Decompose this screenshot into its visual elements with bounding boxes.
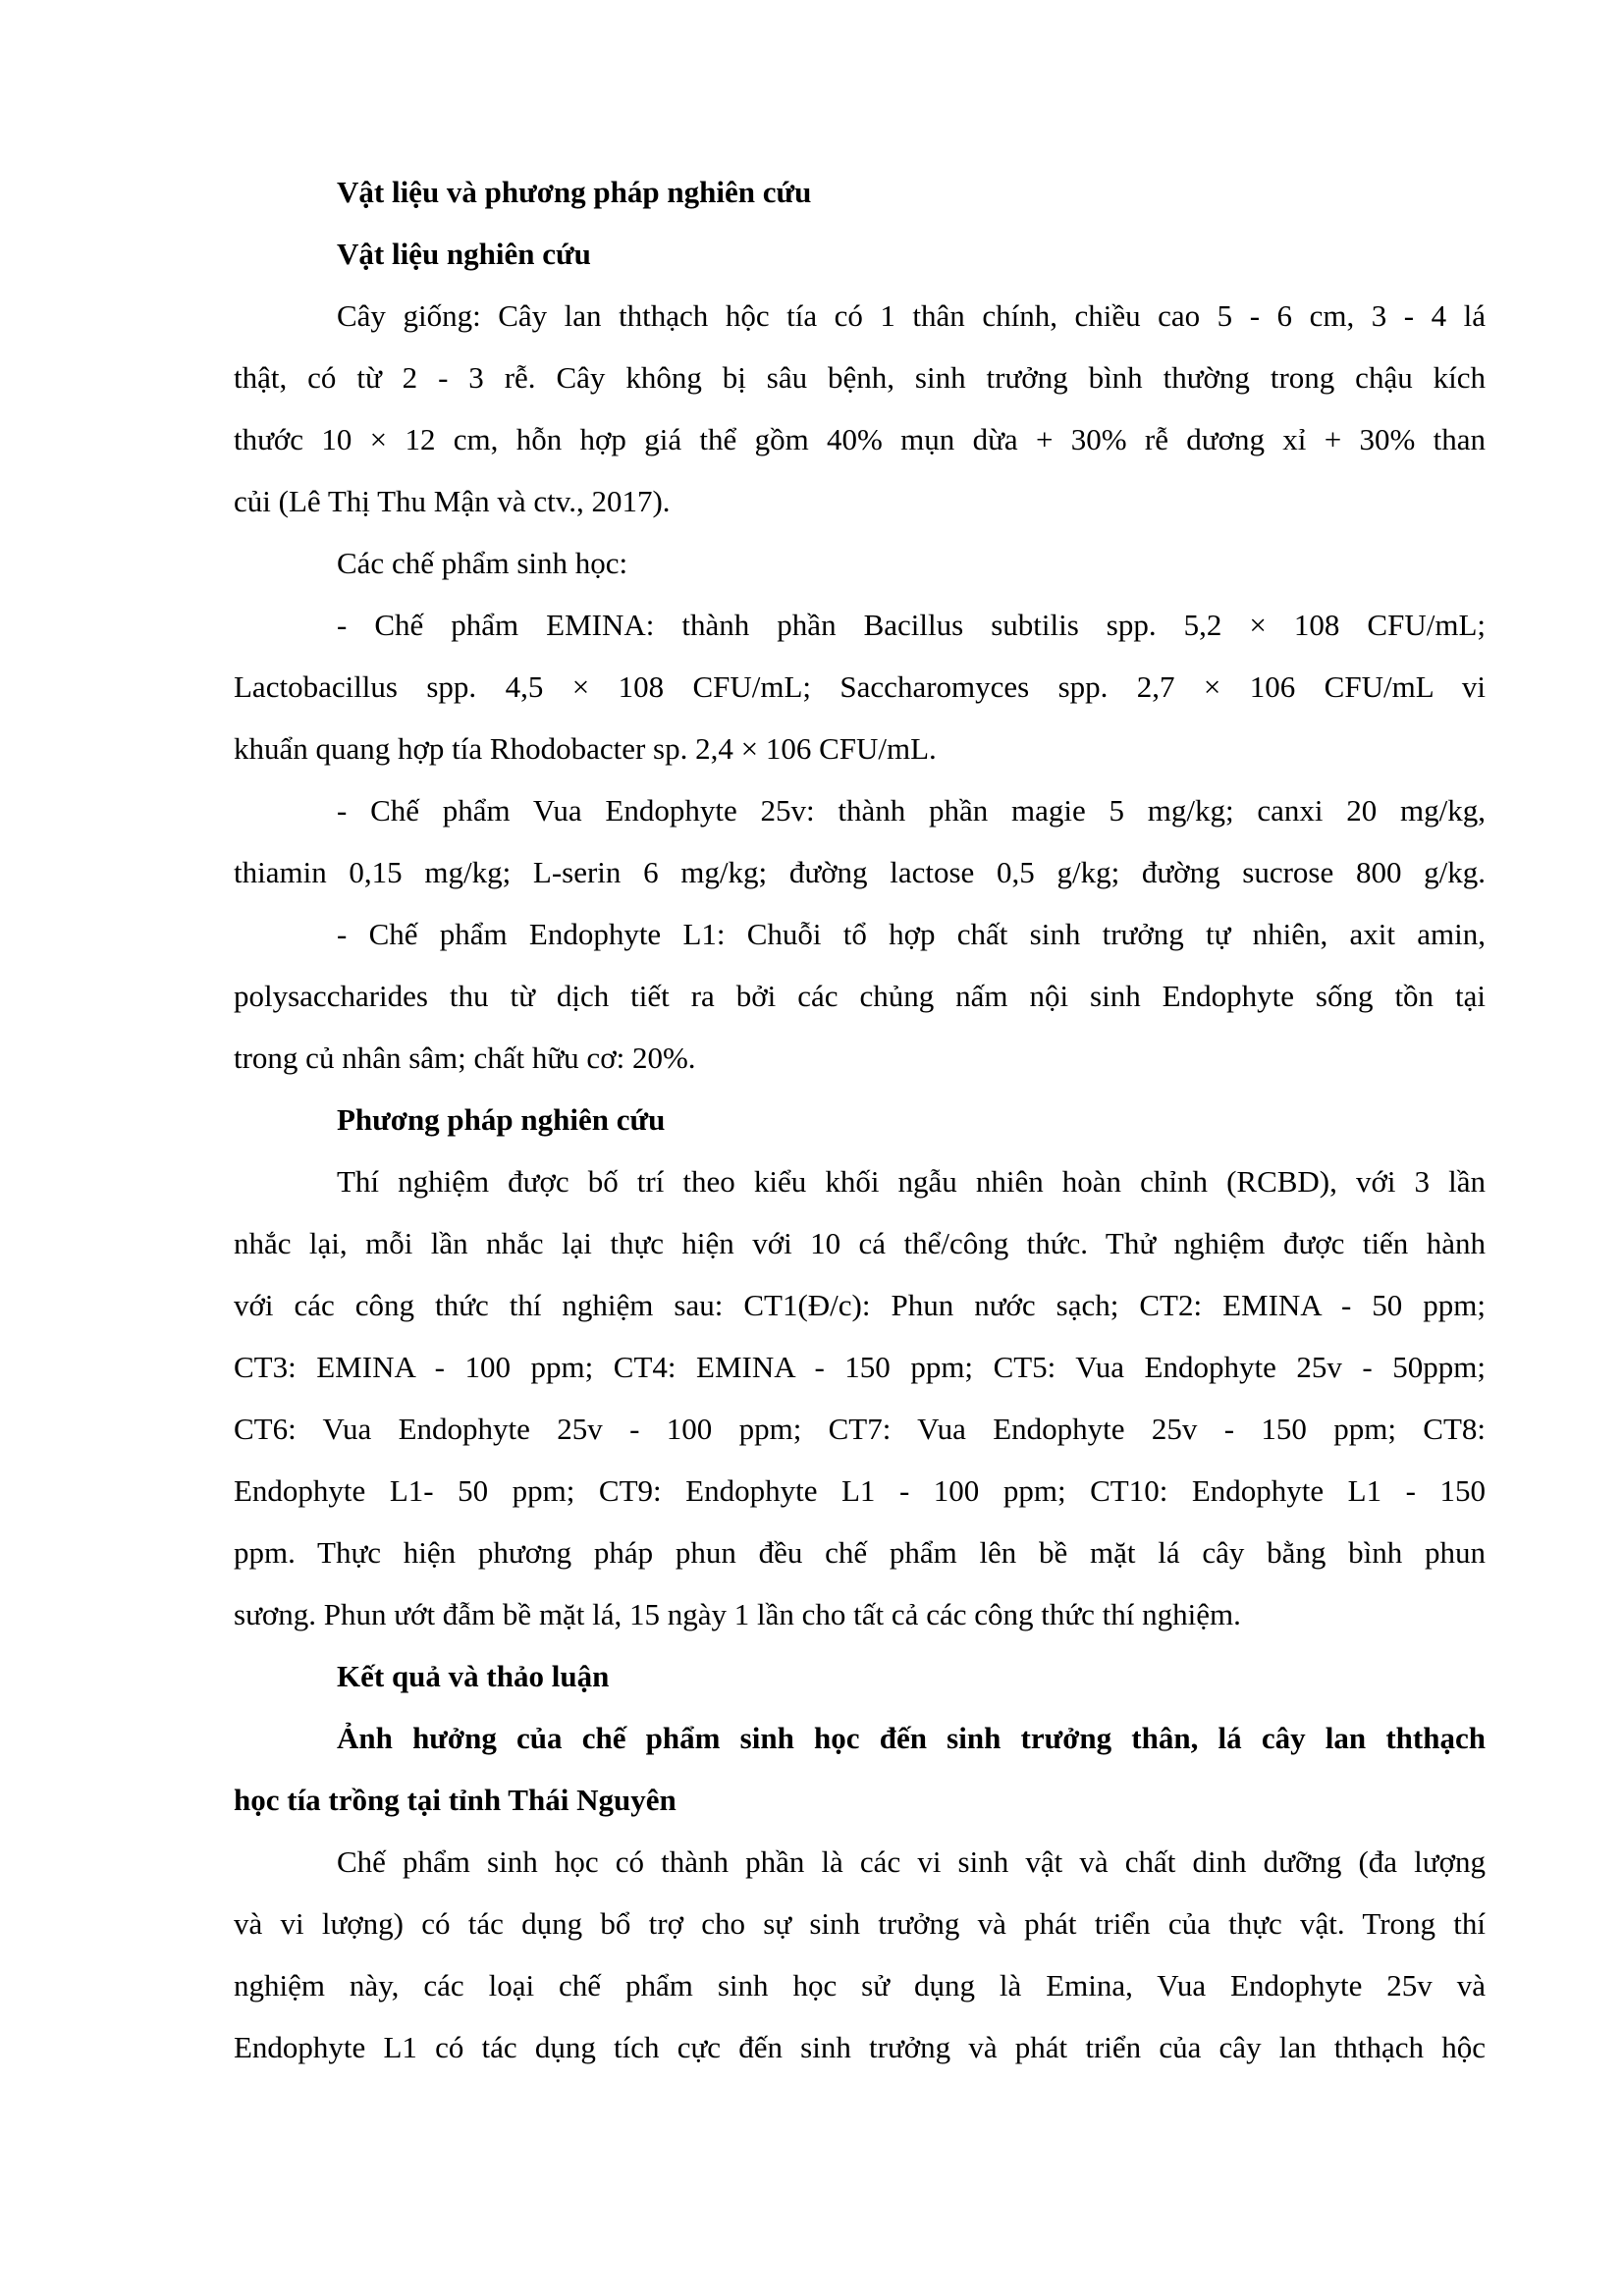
text-line: Thí nghiệm được bố trí theo kiểu khối ngẫu nhiên hoàn chỉnh (RCBD), với 3 lần [337,1164,1486,1199]
text-line: với các công thức thí nghiệm sau: CT1(Đ/c): Phun nước sạch; CT2: EMINA - 50 ppm; [234,1288,1486,1322]
text-line: Endophyte L1 có tác dụng tích cực đến sinh trưởng và phát triển của cây lan ththạch hộc [234,2030,1486,2064]
paragraph-vua-endophyte [234,779,1486,903]
text-line: thước 10 × 12 cm, hỗn hợp giá thể gồm 40% mụn dừa + 30% rễ dương xỉ + 30% than [234,422,1486,456]
subsection-heading-effect-line2: học tía trồng tại tỉnh Thái Nguyên [234,1783,677,1817]
document-page [234,161,1486,2078]
subsection-heading-effect-line1: Ảnh hưởng của chế phẩm sinh học đến sinh trưởng thân, lá cây lan ththạch [337,1721,1486,1755]
paragraph-results [234,1831,1486,2078]
text-line: Các chế phẩm sinh học: [337,546,628,580]
text-line: - Chế phẩm Vua Endophyte 25v: thành phần magie 5 mg/kg; canxi 20 mg/kg, [337,793,1486,828]
paragraph-experiment [234,1150,1486,1645]
text-line: - Chế phẩm Endophyte L1: Chuỗi tổ hợp chất sinh trưởng tự nhiên, axit amin, [337,917,1486,951]
text-line: thiamin 0,15 mg/kg; L-serin 6 mg/kg; đường lactose 0,5 g/kg; đường sucrose 800 g/kg. [234,855,1486,889]
text-line: CT3: EMINA - 100 ppm; CT4: EMINA - 150 ppm; CT5: Vua Endophyte 25v - 50ppm; [234,1350,1486,1384]
subsection-heading-methods: Phương pháp nghiên cứu [337,1102,666,1137]
text-line: củi (Lê Thị Thu Mận và ctv., 2017). [234,484,671,518]
text-line: CT6: Vua Endophyte 25v - 100 ppm; CT7: Vua Endophyte 25v - 150 ppm; CT8: [234,1412,1486,1446]
text-line: nghiệm này, các loại chế phẩm sinh học sử dụng là Emina, Vua Endophyte 25v và [234,1968,1486,2002]
paragraph-endophyte-l1 [234,903,1486,1089]
text-line: và vi lượng) có tác dụng bổ trợ cho sự sinh trưởng và phát triển của thực vật. Trong thí [234,1906,1486,1941]
paragraph-emina [234,594,1486,779]
section-heading-materials-methods: Vật liệu và phương pháp nghiên cứu [337,175,812,209]
text-line: Lactobacillus spp. 4,5 × 108 CFU/mL; Saccharomyces spp. 2,7 × 106 CFU/mL vi [234,669,1486,704]
text-line: Cây giống: Cây lan ththạch hộc tía có 1 thân chính, chiều cao 5 - 6 cm, 3 - 4 lá [337,298,1486,333]
text-line: Chế phẩm sinh học có thành phần là các vi sinh vật và chất dinh dưỡng (đa lượng [337,1844,1486,1879]
section-heading-results: Kết quả và thảo luận [337,1659,610,1693]
text-line: - Chế phẩm EMINA: thành phần Bacillus subtilis spp. 5,2 × 108 CFU/mL; [337,608,1486,642]
text-line: Endophyte L1- 50 ppm; CT9: Endophyte L1 - 100 ppm; CT10: Endophyte L1 - 150 [234,1473,1486,1508]
text-line: polysaccharides thu từ dịch tiết ra bởi các chủng nấm nội sinh Endophyte sống tồn tại [234,979,1486,1013]
text-line: ppm. Thực hiện phương pháp phun đều chế phẩm lên bề mặt lá cây bằng bình phun [234,1535,1486,1570]
paragraph-products-intro [234,532,1486,594]
text-line: nhắc lại, mỗi lần nhắc lại thực hiện với 10 cá thể/công thức. Thử nghiệm được tiến hành [234,1226,1486,1260]
text-line: thật, có từ 2 - 3 rễ. Cây không bị sâu bệnh, sinh trưởng bình thường trong chậu kích [234,360,1486,395]
text-line: khuẩn quang hợp tía Rhodobacter sp. 2,4 × 106 CFU/mL. [234,731,937,766]
text-line: trong củ nhân sâm; chất hữu cơ: 20%. [234,1041,696,1075]
paragraph-seedling [234,285,1486,532]
subsection-heading-materials: Vật liệu nghiên cứu [337,237,591,271]
text-line: sương. Phun ướt đẫm bề mặt lá, 15 ngày 1 lần cho tất cả các công thức thí nghiệm. [234,1597,1241,1631]
